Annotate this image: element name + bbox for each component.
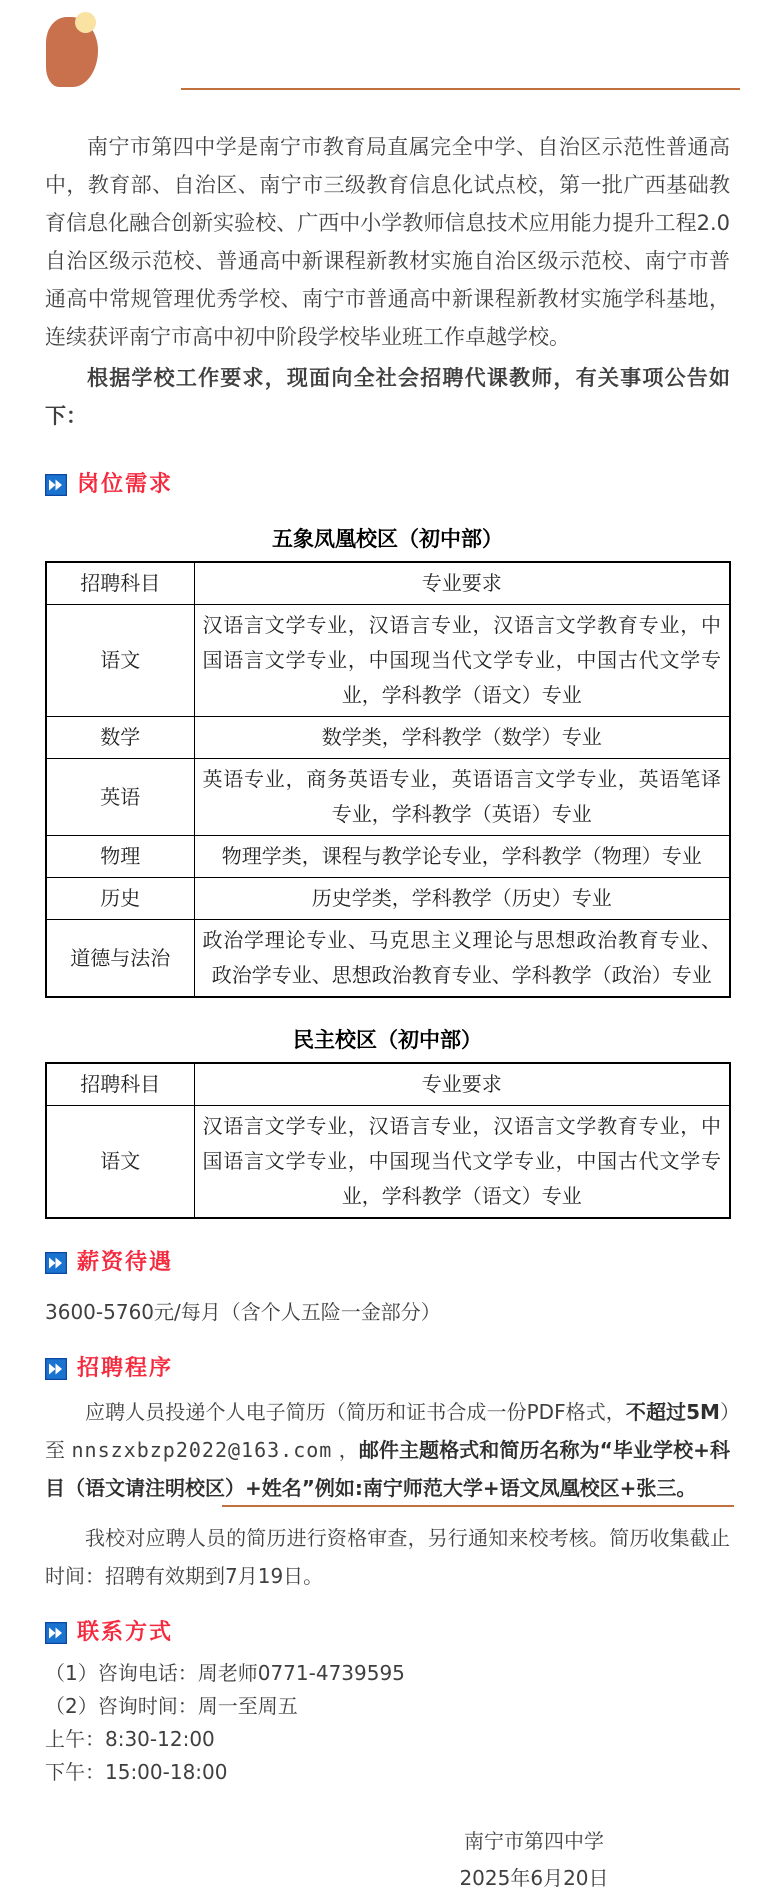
- fast-forward-icon: [45, 1358, 67, 1380]
- lead-paragraph: 根据学校工作要求，现面向全社会招聘代课教师，有关事项公告如下：: [45, 366, 730, 428]
- salary-text: 3600-5760元/每月（含个人五险一金部分）: [45, 1300, 441, 1324]
- col-header-subject: 招聘科目: [46, 562, 194, 605]
- section-procedure-heading: [45, 1357, 730, 1381]
- section-title-positions: 岗位需求: [77, 472, 174, 497]
- contact-list: [45, 1657, 730, 1789]
- section-positions-heading: [45, 473, 730, 497]
- subject-cell: 历史: [46, 878, 194, 920]
- table-row: [46, 878, 730, 920]
- contact-afternoon-line: 下午：15:00-18:00: [45, 1760, 228, 1784]
- procedure-bold-subject-format: 邮件主题格式和简历名称为“毕业学校+科目（语文请注明校区）+姓名”例如:南宁师范大学+语文凤凰校区+张三。: [45, 1438, 730, 1500]
- fast-forward-icon: [45, 1252, 67, 1274]
- page-header: [0, 0, 761, 92]
- requirement-cell: 汉语言文学专业，汉语言专业，汉语言文学教育专业，中国语言文学专业，中国现当代文学专业，中国古代文学专业，学科教学（语文）专业: [194, 1106, 730, 1219]
- procedure-paragraph-2: 我校对应聘人员的简历进行资格审查，另行通知来校考核。简历收集截止时间：招聘有效期到7月19日。: [45, 1526, 730, 1588]
- requirement-cell: 英语专业，商务英语专业，英语语言文学专业，英语笔译专业，学科教学（英语）专业: [194, 759, 730, 836]
- table-row: [46, 717, 730, 759]
- procedure-bold-size-limit: 不超过5M: [625, 1400, 720, 1424]
- table-campus-minzhu: [45, 1062, 731, 1219]
- table-row: [46, 836, 730, 878]
- fast-forward-icon: [45, 1622, 67, 1644]
- contact-time-line: （2）咨询时间：周一至周五: [45, 1694, 298, 1718]
- section-salary-heading: [45, 1251, 730, 1275]
- section-title-contact: 联系方式: [77, 1620, 174, 1645]
- signature-block: [404, 1823, 664, 1897]
- subject-cell: 语文: [46, 605, 194, 717]
- table-header-row: [46, 1063, 730, 1106]
- table2-title: 民主校区（初中部）: [293, 1028, 482, 1052]
- email-address: nnszxbzp2022@163.com: [71, 1438, 333, 1462]
- header-divider: [181, 88, 740, 90]
- requirement-cell: 政治学理论专业、马克思主义理论与思想政治教育专业、政治学专业、思想政治教育专业、学科教学（政治）专业: [194, 920, 730, 998]
- signature-date: 2025年6月20日: [459, 1866, 609, 1890]
- subject-cell: 英语: [46, 759, 194, 836]
- table-row: [46, 605, 730, 717]
- intro-paragraph: 南宁市第四中学是南宁市教育局直属完全中学、自治区示范性普通高中，教育部、自治区、南宁市三级教育信息化试点校，第一批广西基础教育信息化融合创新实验校、广西中小学教师信息技术应用能力提升工程2.0自治区级示范校、普通高中新课程新教材实施自治区级示范校、南宁市普通高中常规管理优秀学校、南宁市普通高中新课程新教材实施学科基地，连续获评南宁市高中初中阶段学校毕业班工作卓越学校。: [45, 135, 730, 349]
- table-campus-wuxiang: [45, 561, 731, 998]
- subject-cell: 数学: [46, 717, 194, 759]
- table-header-row: [46, 562, 730, 605]
- school-logo: [46, 12, 106, 90]
- table-row: [46, 759, 730, 836]
- fast-forward-icon: [45, 474, 67, 496]
- table-row: [46, 1106, 730, 1219]
- col-header-subject: 招聘科目: [46, 1063, 194, 1106]
- col-header-requirement: 专业要求: [194, 1063, 730, 1106]
- footer-divider: [222, 1505, 734, 1507]
- section-contact-heading: [45, 1621, 730, 1645]
- subject-cell: 语文: [46, 1106, 194, 1219]
- procedure-text: ）至: [45, 1400, 730, 1462]
- procedure-text: ，: [332, 1438, 359, 1462]
- section-title-salary: 薪资待遇: [77, 1250, 174, 1275]
- document-body: [0, 128, 761, 1897]
- subject-cell: 物理: [46, 836, 194, 878]
- subject-cell: 道德与法治: [46, 920, 194, 998]
- requirement-cell: 数学类，学科教学（数学）专业: [194, 717, 730, 759]
- procedure-text: 应聘人员投递个人电子简历（简历和证书合成一份PDF格式，: [85, 1400, 626, 1424]
- col-header-requirement: 专业要求: [194, 562, 730, 605]
- section-title-procedure: 招聘程序: [77, 1356, 174, 1381]
- signature-school: 南宁市第四中学: [464, 1829, 604, 1853]
- table-row: [46, 920, 730, 998]
- contact-phone-line: （1）咨询电话：周老师0771-4739595: [45, 1661, 405, 1685]
- table1-title: 五象凤凰校区（初中部）: [272, 527, 503, 551]
- requirement-cell: 汉语言文学专业，汉语言专业，汉语言文学教育专业，中国语言文学专业，中国现当代文学专业，中国古代文学专业，学科教学（语文）专业: [194, 605, 730, 717]
- procedure-paragraph-1: [45, 1393, 730, 1507]
- logo-dot-shape: [75, 12, 96, 33]
- requirement-cell: 物理学类，课程与教学论专业，学科教学（物理）专业: [194, 836, 730, 878]
- contact-morning-line: 上午：8:30-12:00: [45, 1727, 215, 1751]
- requirement-cell: 历史学类，学科教学（历史）专业: [194, 878, 730, 920]
